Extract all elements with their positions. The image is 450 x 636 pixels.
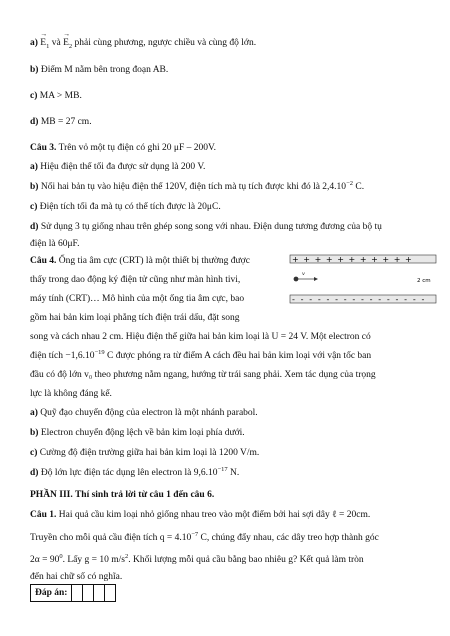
- item-text: Điện tích tối đa mà tụ có thể tích được là 20μC.: [39, 202, 221, 212]
- exponent: 2: [124, 552, 129, 560]
- item-label: b): [30, 182, 39, 192]
- answer-cell-4[interactable]: [105, 585, 116, 602]
- question-text: Hai quả cầu kim loại nhỏ giống nhau treo vào một điểm bởi hai sợi dây ℓ = 20cm.: [58, 510, 371, 520]
- p3-q1-line-2: [30, 531, 379, 546]
- q2-item-b: [30, 63, 168, 78]
- item-label: c): [30, 448, 38, 458]
- q4-line-3: [30, 292, 244, 307]
- unit: N.: [227, 468, 240, 478]
- item-label: d): [30, 468, 39, 478]
- unit: C.: [352, 182, 365, 192]
- question-text: máy tính (CRT)… Mô hình của một ống tia âm cực, bao: [30, 294, 245, 304]
- item-text: MA > MB.: [39, 91, 82, 101]
- gap-label: 2 cm: [417, 278, 431, 284]
- p3-q1-line-3: [30, 553, 364, 568]
- answer-cell-3[interactable]: [94, 585, 105, 602]
- minus-signs: - - - - - - - - - - - - - - - -: [292, 295, 426, 304]
- q3-item-d-cont: [30, 237, 79, 252]
- item-text: Nối hai bản tụ vào hiệu điện thế 120V, điện tích mà tụ tích được khi đó là 2,4.10: [40, 182, 347, 192]
- item-label: a): [30, 408, 38, 418]
- q4-item-b: [30, 426, 245, 441]
- q4-item-c: [30, 446, 259, 461]
- answer-label: Đáp án:: [31, 585, 72, 602]
- question-title: Câu 3.: [30, 143, 57, 153]
- item-text: Điểm M nằm bên trong đoạn AB.: [40, 65, 169, 75]
- question-text: đầu có độ lớn v₀ theo phương nằm ngang, hướng từ trái sang phải. Xem tác dụng của trọng: [30, 370, 376, 380]
- q2-item-d: [30, 115, 92, 130]
- exponent: −19: [94, 348, 105, 356]
- q4-line-5: [30, 330, 371, 345]
- vector-e2: → $E_2$: [63, 36, 72, 51]
- question-text: điện tích −1,6.10: [30, 351, 95, 361]
- q3-item-b: [30, 180, 364, 195]
- item-text: Hiệu điện thế tối đa được sử dụng là 200 V.: [40, 162, 206, 172]
- q2-item-a: [30, 36, 256, 51]
- velocity-arrowhead: [314, 277, 318, 281]
- answer-cell-1[interactable]: [72, 585, 83, 602]
- question-text: Truyền cho mỗi quả cầu điện tích q = 4.10: [30, 533, 192, 543]
- item-text: Electron chuyển động lệch về bản kim loại phía dưới.: [40, 428, 245, 438]
- q4-line-8: [30, 387, 112, 402]
- question-title: Câu 1.: [30, 510, 57, 520]
- plus-signs: +++++++++++: [292, 255, 417, 264]
- q3-stem: [30, 141, 216, 156]
- exponent: −7: [191, 530, 199, 538]
- question-stem: Trên vỏ một tụ điện có ghi 20 μF – 200V.: [58, 143, 216, 153]
- and-word: và: [51, 38, 61, 48]
- item-text: điện là 60μF.: [30, 239, 80, 249]
- item-text: Độ lớn lực điện tác dụng lên electron là 9,6.10: [40, 468, 218, 478]
- item-label: a): [30, 38, 38, 48]
- answer-box: [30, 584, 116, 602]
- question-text: 2α = 90: [30, 555, 60, 565]
- item-label: d): [30, 117, 39, 127]
- item-text: MB = 27 cm.: [40, 117, 92, 127]
- question-text: thấy trong dao động ký điện tử cũng như màn hình tivi,: [30, 275, 241, 285]
- q4-line-1: [30, 254, 250, 269]
- item-label: c): [30, 91, 38, 101]
- question-text: gồm hai bản kim loại phẳng tích điện trái dấu, đặt song: [30, 313, 240, 323]
- q2-item-c: [30, 89, 82, 104]
- item-label: c): [30, 202, 38, 212]
- question-text: . Lấy g = 10 m/s: [62, 555, 125, 565]
- q3-item-a: [30, 160, 205, 175]
- item-text: Quỹ đạo chuyển động của electron là một nhánh parabol.: [40, 408, 258, 418]
- item-label: a): [30, 162, 38, 172]
- exponent: −2: [346, 179, 353, 187]
- question-title: Câu 4.: [30, 256, 57, 266]
- item-text: Cường độ điện trường giữa hai bản kim loại là 1200 V/m.: [39, 448, 260, 458]
- exponent: 0: [59, 552, 63, 560]
- q3-item-c: [30, 200, 221, 215]
- question-text: đến hai chữ số có nghĩa.: [30, 572, 123, 582]
- answer-cell-2[interactable]: [83, 585, 94, 602]
- electron-point-a: [294, 277, 299, 282]
- vector-e1: → $E_1$: [40, 36, 49, 51]
- p3-q1-line-1: [30, 508, 370, 523]
- q4-item-d: [30, 466, 239, 481]
- question-text: C được phóng ra từ điểm A cách đều hai bản kim loại với vận tốc ban: [104, 351, 372, 361]
- item-label: d): [30, 222, 39, 232]
- question-text: song và cách nhau 2 cm. Hiệu điện thế giữa hai bản kim loại là U = 24 V. Một electron có: [30, 332, 371, 342]
- q4-item-a: [30, 406, 258, 421]
- item-label: b): [30, 65, 39, 75]
- p3-q1-line-4: [30, 570, 122, 585]
- q4-line-2: [30, 273, 240, 288]
- part3-heading: PHẦN III. Thí sinh trả lời từ câu 1 đến câu 6.: [30, 490, 215, 500]
- velocity-label: v: [302, 271, 305, 277]
- exponent: −17: [217, 465, 228, 473]
- question-text: Ống tia âm cực (CRT) là một thiết bị thường được: [58, 256, 250, 266]
- crt-plates-figure: [288, 252, 438, 306]
- item-text: phải cùng phương, ngược chiều và cùng độ lớn.: [74, 38, 257, 48]
- q4-line-7: [30, 368, 376, 383]
- q4-line-4: [30, 311, 239, 326]
- item-text: Sử dụng 3 tụ giống nhau trên ghép song song với nhau. Điện dung tương đương của bộ tụ: [40, 222, 382, 232]
- question-text: lực là không đáng kể.: [30, 389, 112, 399]
- q4-line-6: [30, 349, 371, 364]
- item-label: b): [30, 428, 39, 438]
- question-text: C, chúng đẩy nhau, các dây treo hợp thành góc: [198, 533, 379, 543]
- q3-item-d: [30, 220, 382, 235]
- question-text: . Khối lượng mỗi quả cầu bằng bao nhiêu g? Kết quả làm tròn: [128, 555, 364, 565]
